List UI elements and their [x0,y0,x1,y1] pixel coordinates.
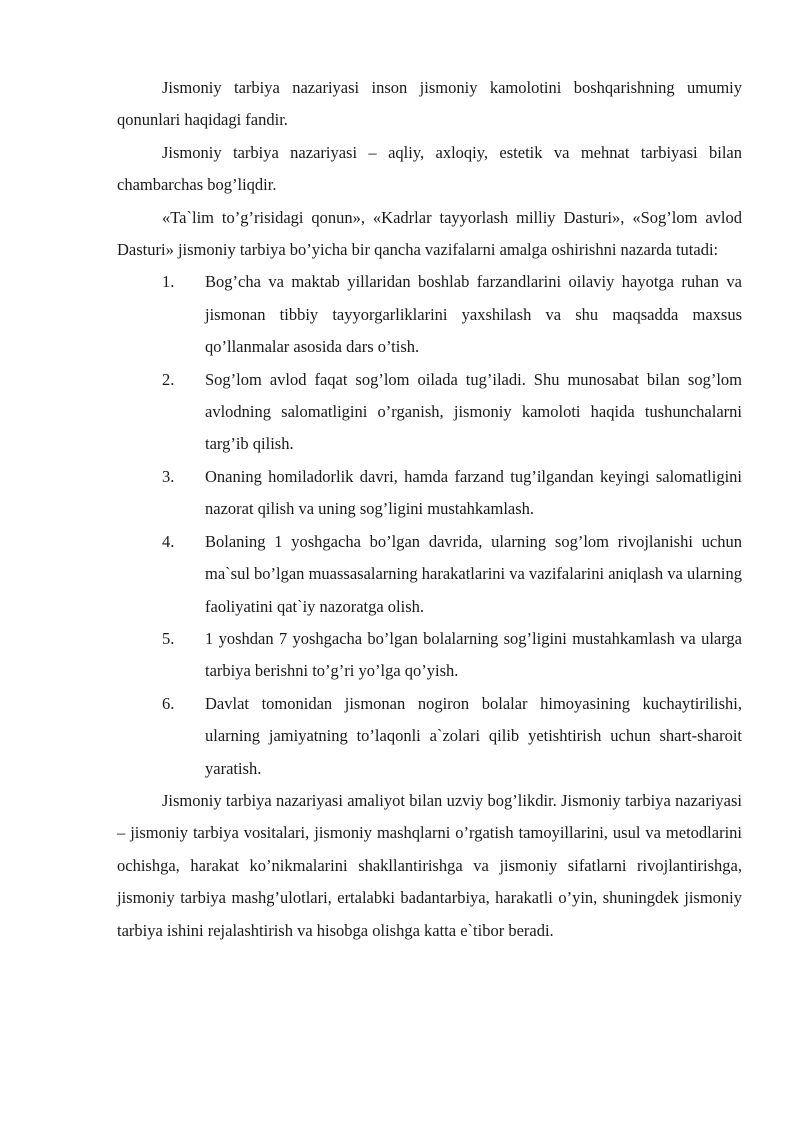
paragraph: Jismoniy tarbiya nazariyasi – aqliy, axloqiy, estetik va mehnat tarbiyasi bilan chambarchas bog’liqdir. [117,142,742,195]
list-item-text: Bog’cha va maktab yillaridan boshlab farzandlarini oilaviy hayotga ruhan va jismonan tibbiy tayyorgarliklarini yaxshilash va shu maqsadda maxsus qo’llanmalar asosida dars o’tish. [205,272,742,357]
list-item [117,461,742,526]
list-item-number: 3. [162,466,175,486]
list-item-number: 4. [162,531,175,551]
list-item-number: 5. [162,628,175,648]
list-item-text: Sog’lom avlod faqat sog’lom oilada tug’iladi. Shu munosabat bilan sog’lom avlodning salomatligini o’rganish, jismoniy kamoloti haqida tushunchalarni targ’ib qilish. [205,369,742,454]
numbered-list [117,266,742,785]
list-item-text: Bolaning 1 yoshgacha bo’lgan davrida, ularning sog’lom rivojlanishi uchun ma`sul bo’lgan muassasalarning harakatlarini va vazifalarini aniqlash va ularning faoliyatini qat`iy nazoratga olish. [205,531,742,616]
list-item [117,526,742,623]
list-item-text: Davlat tomonidan jismonan nogiron bolalar himoyasining kuchaytirilishi, ularning jamiyatning to’laqonli a`zolari qilib yetishtirish uchun shart-sharoit yaratish. [205,693,742,778]
list-item [117,266,742,363]
paragraph: Jismoniy tarbiya nazariyasi inson jismoniy kamolotini boshqarishning umumiy qonunlari haqidagi fandir. [117,78,742,130]
list-item [117,623,742,688]
paragraph: Jismoniy tarbiya nazariyasi amaliyot bilan uzviy bog’likdir. Jismoniy tarbiya nazariyasi – jismoniy tarbiya vositalari, jismoniy mashqlarni o’rgatish tamoyillarini, usul va metodlarini ochishga, harakat ko’nikmalarini shakllantirishga va jismoniy sifatlarni rivojlantirishga, jismoniy tarbiya mashg’ulotlari, ertalabki badantarbiya, harakatli o’yin, shuningdek jismoniy tarbiya ishini rejalashtirish va hisobga olishga katta e`tibor beradi. [117,790,742,940]
list-item-number: 2. [162,369,175,389]
paragraph: «Ta`lim to’g’risidagi qonun», «Kadrlar tayyorlash milliy Dasturi», «Sog’lom avlod Dasturi» jismoniy tarbiya bo’yicha bir qancha vazifalarni amalga oshirishni nazarda tutadi: [117,207,742,260]
document-page [117,72,742,947]
list-item [117,364,742,461]
list-item-text: 1 yoshdan 7 yoshgacha bo’lgan bolalarning sog’ligini mustahkamlash va ularga tarbiya berishni to’g’ri yo’lga qo’yish. [205,628,742,681]
list-item-text: Onaning homiladorlik davri, hamda farzand tug’ilgandan keyingi salomatligini nazorat qilish va uning sog’ligini mustahkamlash. [205,466,742,519]
list-item-number: 1. [162,272,175,292]
list-item-number: 6. [162,693,175,713]
list-item [117,688,742,785]
